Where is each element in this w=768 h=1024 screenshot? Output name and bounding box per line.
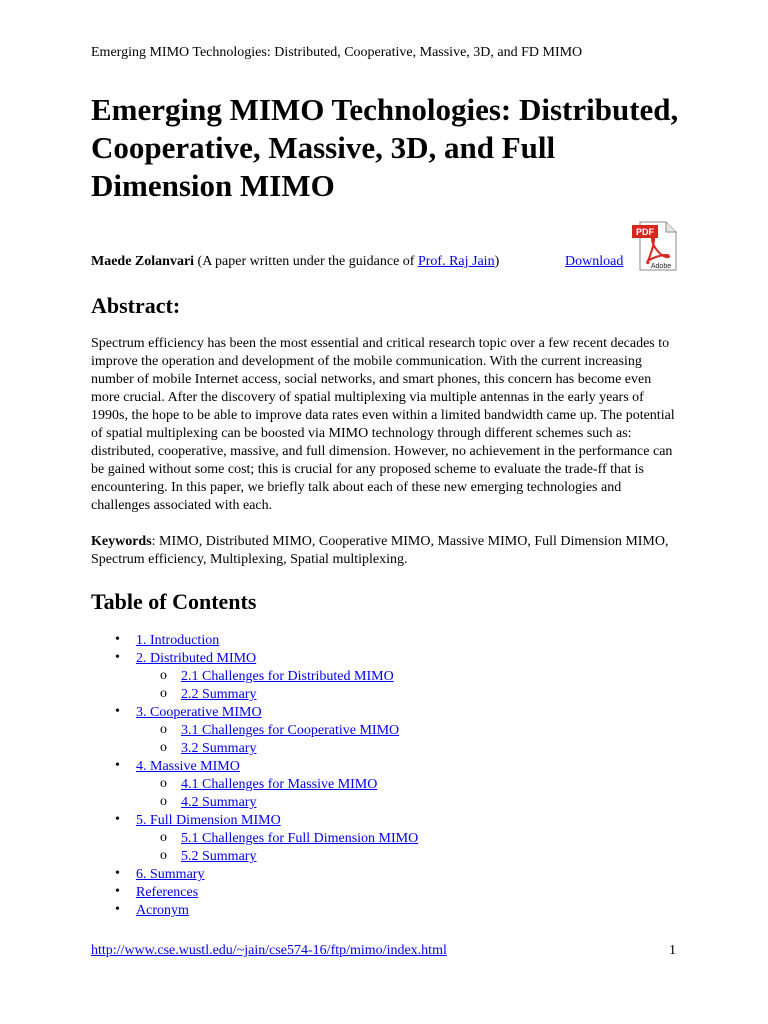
pdf-icon-label: PDF — [636, 227, 654, 237]
toc-subbullet: o — [160, 830, 167, 845]
toc-item-full-dimension-mimo[interactable]: 5. Full Dimension MIMO — [136, 813, 281, 828]
toc-item-summary[interactable]: 6. Summary — [136, 867, 205, 882]
abstract-body: Spectrum efficiency has been the most essential and critical research topic over a few recent decades to improve the operation and development of the mobile communication. With the current increasing number of mobile Internet access, social networks, and smart phones, this concern has become even more crucial. After the discovery of spatial multiplexing via multiple antennas in the early years of 1990s, the hope to be able to improve data rates even within a limited bandwidth came up. The potential of spatial multiplexing can be boosted via MIMO technology through different schemes such as: distributed, cooperative, massive, and full dimension. However, no achievement in the performance can be gained without some cost; this is crucial for any proposed scheme to evaluate the trade-ff that is encountering. In this paper, we briefly talk about each of these new emerging technologies and challenges associated with each. — [91, 336, 675, 513]
toc-bullet: • — [115, 650, 120, 665]
paper-title: Emerging MIMO Technologies: Distributed, Cooperative, Massive, 3D, and Full Dimension MIMO — [91, 92, 679, 203]
toc-item-acronym[interactable]: Acronym — [136, 903, 189, 918]
toc-subbullet: o — [160, 668, 167, 683]
pdf-download-icon[interactable] — [632, 221, 678, 271]
toc-heading: Table of Contents — [91, 589, 257, 614]
advisor-link[interactable]: Prof. Raj Jain — [417, 254, 495, 269]
toc-item-introduction[interactable]: 1. Introduction — [136, 633, 220, 648]
toc-item-distributed-mimo[interactable]: 2. Distributed MIMO — [136, 651, 257, 666]
keywords-paragraph — [91, 533, 676, 569]
toc-subbullet: o — [160, 794, 167, 809]
toc-item-challenges-full-dimension[interactable]: 5.1 Challenges for Full Dimension MIMO — [181, 831, 419, 846]
author-note-suffix: ) — [494, 254, 500, 269]
toc-item-massive-mimo[interactable]: 4. Massive MIMO — [136, 759, 240, 774]
toc-bullet: • — [115, 758, 120, 773]
download-link[interactable]: Download — [565, 254, 624, 269]
toc-bullet: • — [115, 812, 120, 827]
toc-subbullet: o — [160, 776, 167, 791]
toc-bullet: • — [115, 632, 120, 647]
author-name: Maede Zolanvari — [91, 254, 195, 269]
toc-item-challenges-cooperative[interactable]: 3.1 Challenges for Cooperative MIMO — [181, 723, 400, 738]
toc-subbullet: o — [160, 686, 167, 701]
toc-item-summary-cooperative[interactable]: 3.2 Summary — [181, 741, 257, 756]
keywords-text: : MIMO, Distributed MIMO, Cooperative MIMO, Massive MIMO, Full Dimension MIMO, Spectrum efficiency, Multiplexing, Spatial multiplexing. — [91, 534, 669, 567]
toc-bullet: • — [115, 884, 120, 899]
toc-item-summary-distributed[interactable]: 2.2 Summary — [181, 687, 257, 702]
adobe-label: Adobe — [650, 263, 672, 270]
toc-bullet: • — [115, 902, 120, 917]
keywords-label: Keywords — [91, 534, 152, 549]
toc-item-challenges-distributed[interactable]: 2.1 Challenges for Distributed MIMO — [181, 669, 394, 684]
toc-item-references[interactable]: References — [136, 885, 199, 900]
toc-subbullet: o — [160, 848, 167, 863]
toc-item-cooperative-mimo[interactable]: 3. Cooperative MIMO — [136, 705, 262, 720]
toc-item-challenges-massive[interactable]: 4.1 Challenges for Massive MIMO — [181, 777, 378, 792]
abstract-heading: Abstract: — [91, 293, 181, 318]
toc-item-summary-massive[interactable]: 4.2 Summary — [181, 795, 257, 810]
toc-item-summary-full-dimension[interactable]: 5.2 Summary — [181, 849, 257, 864]
toc-subbullet: o — [160, 722, 167, 737]
toc-bullet: • — [115, 704, 120, 719]
toc-bullet: • — [115, 866, 120, 881]
footer-url-link[interactable]: http://www.cse.wustl.edu/~jain/cse574-16/ftp/mimo/index.html — [91, 943, 447, 958]
author-note-prefix: (A paper written under the guidance of — [194, 254, 418, 269]
author-line — [91, 254, 499, 270]
page-number: 1 — [669, 943, 676, 958]
toc-subbullet: o — [160, 740, 167, 755]
running-head: Emerging MIMO Technologies: Distributed, Cooperative, Massive, 3D, and FD MIMO — [91, 45, 583, 60]
